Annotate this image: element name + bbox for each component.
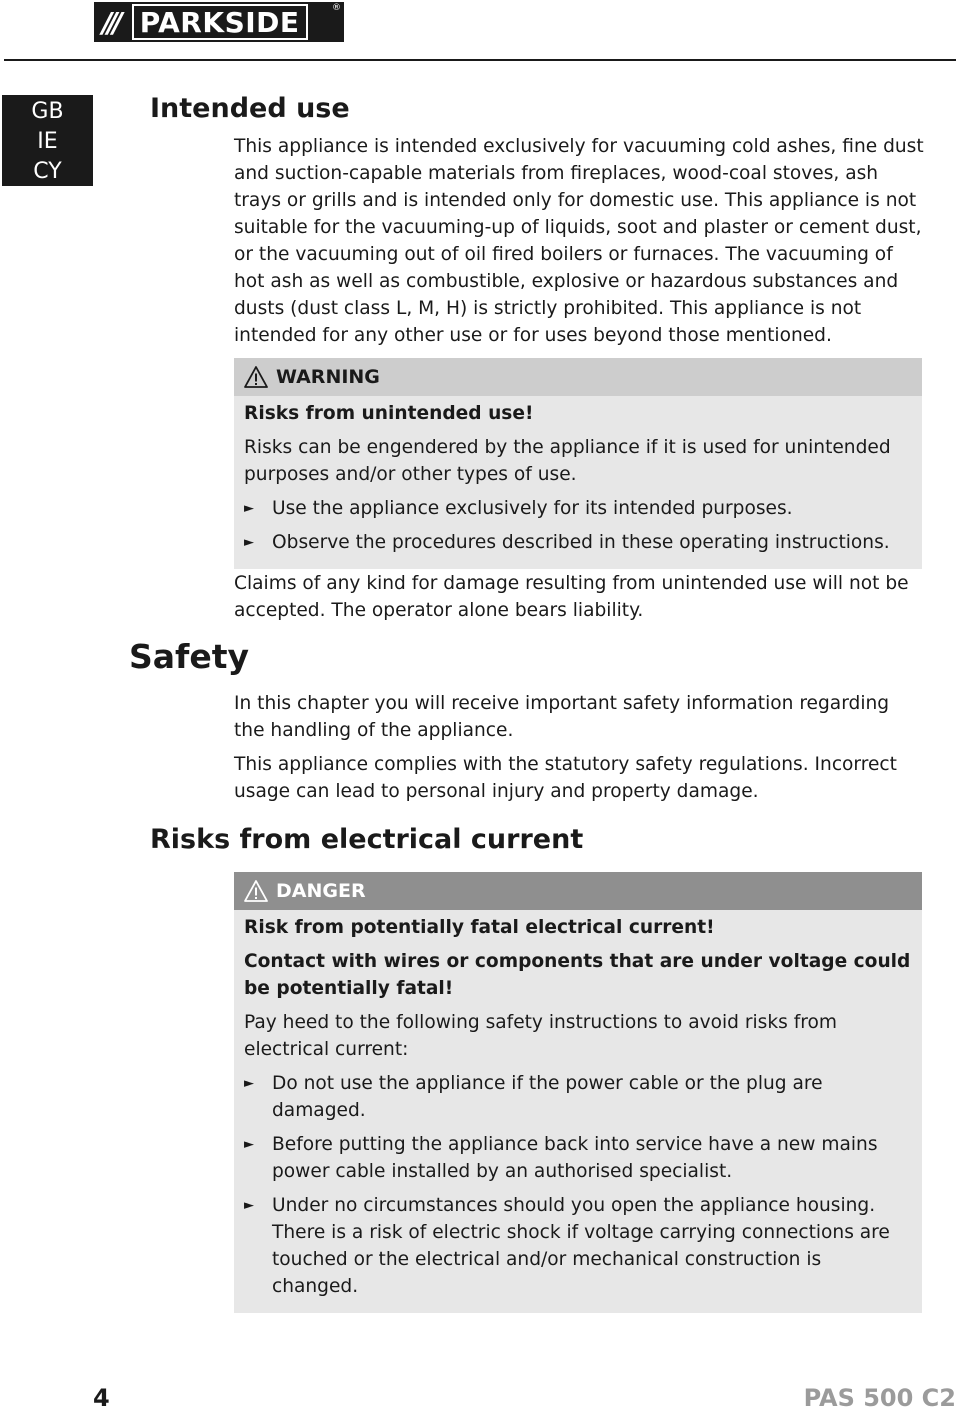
language-gb: GB [31, 99, 64, 124]
intended-use-paragraph: This appliance is intended exclusively for vacuuming cold ashes, fine dust and suction-capable materials from fireplaces, wood-coal stoves, ash trays or grills and is intended only for domestic use. This appliance is not suitable for the vacuuming-up of liquids, soot and plaster or cement dust, or the vacuuming out of oil fired boilers or furnaces. The vacuuming of hot ash as well as combustible, explosive or hazardous substances and dusts (dust class L, M, H) is strictly prohibited. This appliance is not intended for any other use or for uses beyond those mentioned. [234, 136, 924, 346]
bullet-arrow-icon: ► [244, 1137, 254, 1152]
language-ie: IE [37, 129, 58, 154]
claims-paragraph: Claims of any kind for damage resulting from unintended use will not be accepted. The operator alone bears liability. [234, 573, 909, 621]
bullet-arrow-icon: ► [244, 1076, 254, 1091]
list-item: ► Observe the procedures described in these operating instructions. [244, 529, 912, 556]
logo-registered-mark: ® [332, 3, 341, 13]
warning-subtitle: Risks from unintended use! [244, 403, 534, 424]
safety-chapter-heading: Safety [129, 637, 250, 676]
model-name: PAS 500 C2 [803, 1384, 956, 1412]
list-item: ► Do not use the appliance if the power cable or the plug are damaged. [244, 1070, 912, 1124]
list-item: ► Before putting the appliance back into service have a new mains power cable installed by an authorised specialist. [244, 1131, 912, 1185]
warning-triangle-icon [244, 366, 268, 388]
danger-header [234, 872, 922, 910]
danger-box [234, 872, 922, 1313]
danger-subtitle-2: Contact with wires or components that are under voltage could be potentially fatal! [244, 951, 911, 999]
language-cy: CY [33, 159, 62, 184]
danger-label: DANGER [276, 880, 366, 902]
list-item: ► Under no circumstances should you open the appliance housing. There is a risk of electric shock if voltage carrying connections are touched or the electrical and/or mechanical construction is changed. [244, 1192, 912, 1300]
bullet-arrow-icon: ► [244, 501, 254, 516]
warning-text: Risks can be engendered by the appliance if it is used for unintended purposes and/or other types of use. [244, 437, 891, 485]
warning-header [234, 358, 922, 396]
intended-use-heading: Intended use [150, 93, 350, 124]
danger-subtitle: Risk from potentially fatal electrical current! [244, 917, 715, 938]
warning-box [234, 358, 922, 569]
header-rule [4, 59, 956, 61]
bullet-arrow-icon: ► [244, 1198, 254, 1213]
parkside-logo [94, 2, 344, 42]
safety-intro-2: This appliance complies with the statutory safety regulations. Incorrect usage can lead to personal injury and property damage. [234, 754, 897, 802]
warning-label: WARNING [276, 366, 380, 388]
logo-name: PARKSIDE [132, 4, 308, 40]
danger-text: Pay heed to the following safety instructions to avoid risks from electrical current: [244, 1012, 837, 1060]
electrical-heading: Risks from electrical current [150, 824, 584, 855]
language-tab [2, 95, 93, 186]
bullet-arrow-icon: ► [244, 535, 254, 550]
danger-triangle-icon [244, 880, 268, 902]
page-number: 4 [93, 1384, 110, 1412]
safety-intro-1: In this chapter you will receive important safety information regarding the handling of the appliance. [234, 693, 890, 741]
list-item: ► Use the appliance exclusively for its intended purposes. [244, 495, 912, 522]
logo-slashes: /// [102, 5, 118, 39]
